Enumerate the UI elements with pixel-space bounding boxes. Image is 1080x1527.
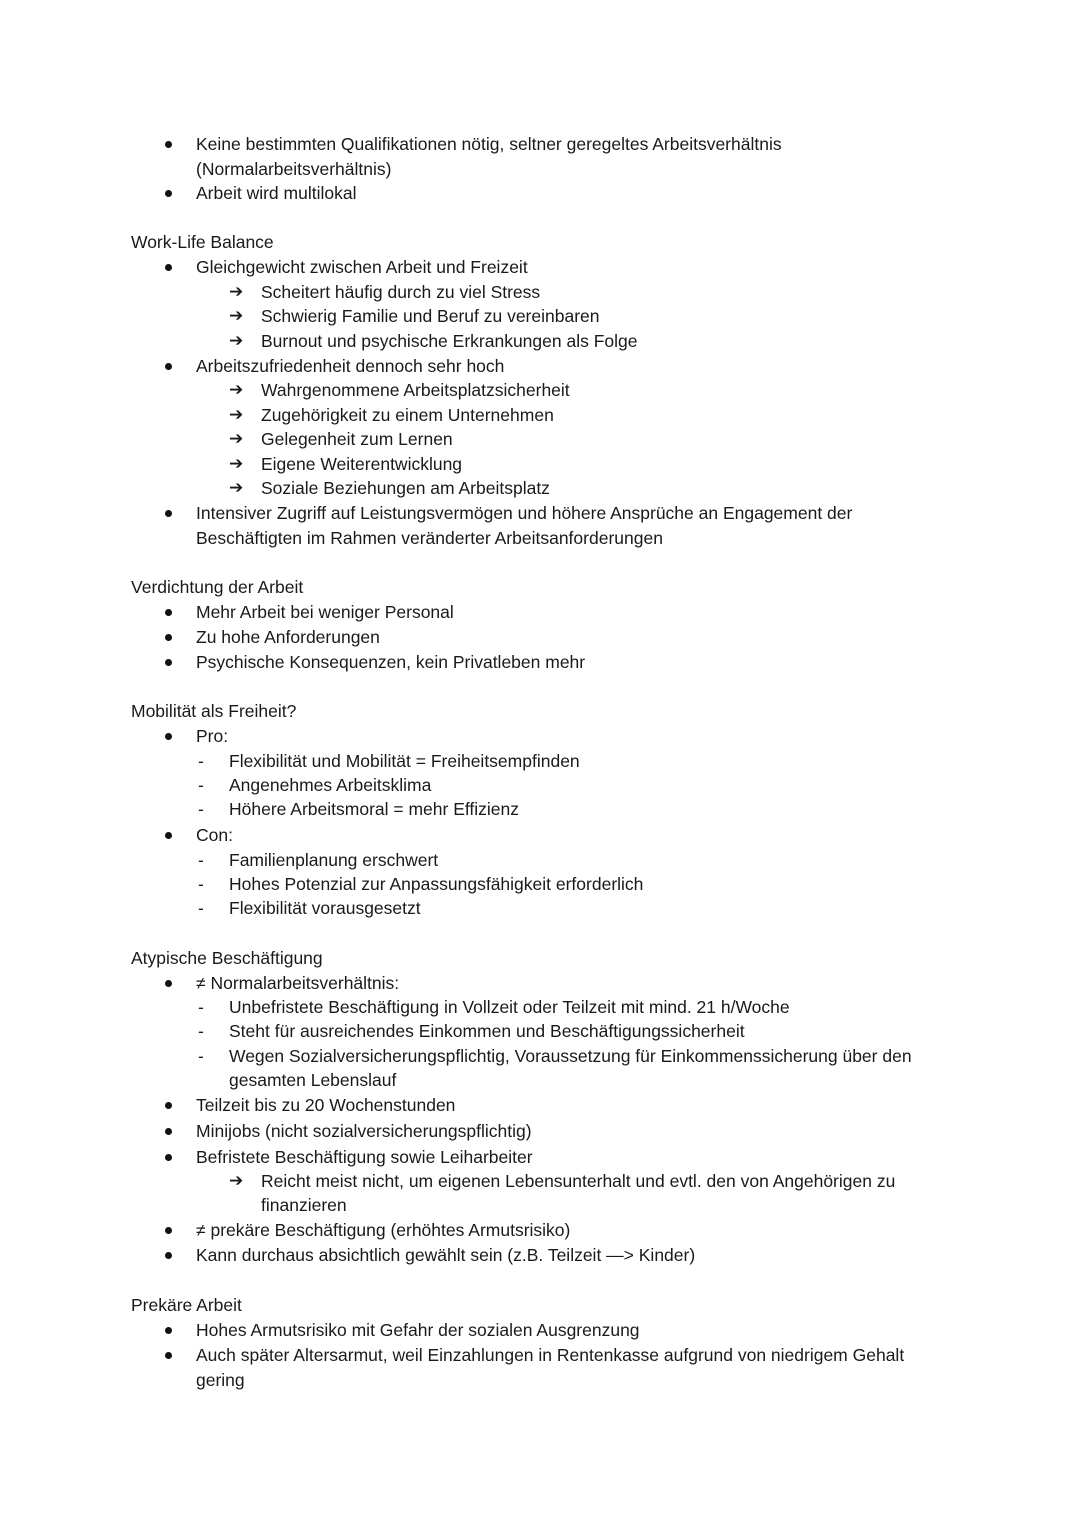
bullet-icon	[165, 634, 172, 641]
dash-icon: -	[198, 751, 204, 771]
arrow-right-icon: ➔	[229, 454, 244, 473]
arrow-right-icon: ➔	[229, 405, 244, 424]
list-item: Con:	[196, 825, 233, 845]
dash-icon: -	[198, 1021, 204, 1041]
arrow-right-icon: ➔	[229, 282, 244, 301]
sub-list-item: Wahrgenommene Arbeitsplatzsicherheit	[261, 380, 570, 400]
dash-icon: -	[198, 997, 204, 1017]
bullet-icon	[165, 832, 172, 839]
sub-list-item: Burnout und psychische Erkrankungen als Folge	[261, 331, 638, 351]
list-item: Gleichgewicht zwischen Arbeit und Freizeit	[196, 257, 528, 277]
arrow-right-icon: ➔	[229, 1171, 244, 1190]
intro-text: (Normalarbeitsverhältnis)	[196, 159, 392, 179]
sub-list-item: Soziale Beziehungen am Arbeitsplatz	[261, 478, 550, 498]
sub-list-item: Wegen Sozialversicherungspflichtig, Voraussetzung für Einkommenssicherung über den	[229, 1046, 912, 1066]
sub-list-item: Steht für ausreichendes Einkommen und Beschäftigungssicherheit	[229, 1021, 745, 1041]
bullet-icon	[165, 1227, 172, 1234]
bullet-icon	[165, 363, 172, 370]
section-heading: Prekäre Arbeit	[131, 1295, 242, 1315]
section-heading: Mobilität als Freiheit?	[131, 701, 297, 721]
sub-list-item: Höhere Arbeitsmoral = mehr Effizienz	[229, 799, 520, 819]
intro-text: Arbeit wird multilokal	[196, 183, 357, 203]
sub-list-item: Angenehmes Arbeitsklima	[229, 775, 432, 795]
list-item: Beschäftigten im Rahmen veränderter Arbeitsanforderungen	[196, 528, 663, 548]
dash-icon: -	[198, 1046, 204, 1066]
list-item: Kann durchaus absichtlich gewählt sein (z.B. Teilzeit —> Kinder)	[196, 1245, 696, 1265]
arrow-right-icon: ➔	[229, 478, 244, 497]
list-item: Intensiver Zugriff auf Leistungsvermögen und höhere Ansprüche an Engagement der	[196, 503, 853, 523]
section-heading: Work-Life Balance	[131, 232, 274, 252]
bullet-icon	[165, 1154, 172, 1161]
section-heading: Atypische Beschäftigung	[131, 948, 323, 968]
arrow-right-icon: ➔	[229, 331, 244, 350]
list-item: ≠ prekäre Beschäftigung (erhöhtes Armutsrisiko)	[196, 1220, 571, 1240]
list-item: Mehr Arbeit bei weniger Personal	[196, 602, 454, 622]
sub-list-item: Schwierig Familie und Beruf zu vereinbaren	[261, 306, 600, 326]
section-heading: Verdichtung der Arbeit	[131, 577, 304, 597]
list-item: gering	[196, 1370, 245, 1390]
sub-list-item: Gelegenheit zum Lernen	[261, 429, 453, 449]
bullet-icon	[165, 264, 172, 271]
bullet-icon	[165, 1128, 172, 1135]
list-item: Arbeitszufriedenheit dennoch sehr hoch	[196, 356, 505, 376]
intro-text: Keine bestimmten Qualifikationen nötig, seltner geregeltes Arbeitsverhältnis	[196, 134, 782, 154]
dash-icon: -	[198, 775, 204, 795]
bullet-icon	[165, 1327, 172, 1334]
dash-icon: -	[198, 874, 204, 894]
sub-list-item: Zugehörigkeit zu einem Unternehmen	[261, 405, 554, 425]
list-item: Auch später Altersarmut, weil Einzahlungen in Rentenkasse aufgrund von niedrigem Gehalt	[196, 1345, 905, 1365]
dash-icon: -	[198, 799, 204, 819]
dash-icon: -	[198, 898, 204, 918]
list-item: Minijobs (nicht sozialversicherungspflichtig)	[196, 1121, 532, 1141]
list-item: Hohes Armutsrisiko mit Gefahr der sozialen Ausgrenzung	[196, 1320, 640, 1340]
sub-list-item: finanzieren	[261, 1195, 347, 1215]
arrow-right-icon: ➔	[229, 380, 244, 399]
bullet-icon	[165, 1352, 172, 1359]
sub-list-item: Flexibilität und Mobilität = Freiheitsempfinden	[229, 751, 580, 771]
bullet-icon	[165, 659, 172, 666]
sub-list-item: Hohes Potenzial zur Anpassungsfähigkeit erforderlich	[229, 874, 644, 894]
sub-list-item: Familienplanung erschwert	[229, 850, 439, 870]
sub-list-item: Eigene Weiterentwicklung	[261, 454, 463, 474]
list-item: Teilzeit bis zu 20 Wochenstunden	[196, 1095, 456, 1115]
bullet-icon	[165, 141, 172, 148]
list-item: ≠ Normalarbeitsverhältnis:	[196, 973, 400, 993]
sub-list-item: Unbefristete Beschäftigung in Vollzeit oder Teilzeit mit mind. 21 h/Woche	[229, 997, 790, 1017]
list-item: Pro:	[196, 726, 229, 746]
arrow-right-icon: ➔	[229, 429, 244, 448]
list-item: Zu hohe Anforderungen	[196, 627, 380, 647]
bullet-icon	[165, 733, 172, 740]
dash-icon: -	[198, 850, 204, 870]
bullet-icon	[165, 510, 172, 517]
arrow-right-icon: ➔	[229, 306, 244, 325]
sub-list-item: Reicht meist nicht, um eigenen Lebensunterhalt und evtl. den von Angehörigen zu	[261, 1171, 896, 1191]
sub-list-item: Scheitert häufig durch zu viel Stress	[261, 282, 541, 302]
sub-list-item: gesamten Lebenslauf	[229, 1070, 397, 1090]
bullet-icon	[165, 609, 172, 616]
bullet-icon	[165, 1102, 172, 1109]
bullet-icon	[165, 190, 172, 197]
list-item: Befristete Beschäftigung sowie Leiharbeiter	[196, 1147, 533, 1167]
bullet-icon	[165, 1252, 172, 1259]
list-item: Psychische Konsequenzen, kein Privatleben mehr	[196, 652, 586, 672]
sub-list-item: Flexibilität vorausgesetzt	[229, 898, 421, 918]
bullet-icon	[165, 980, 172, 987]
